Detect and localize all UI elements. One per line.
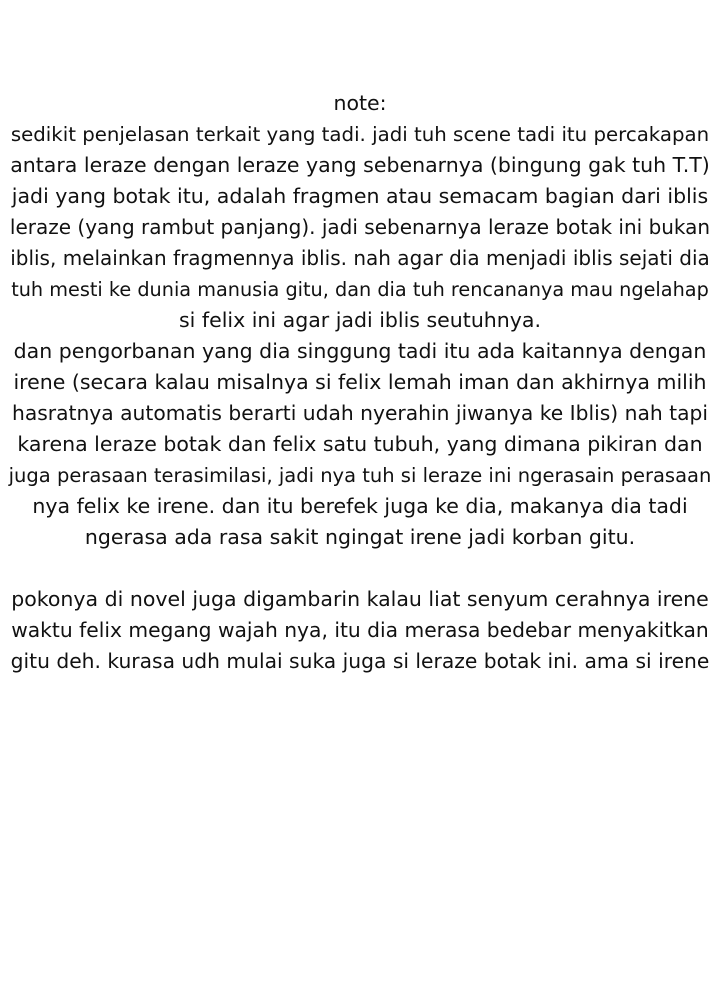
paragraph-1-line: si felix ini agar jadi iblis seutuhnya. bbox=[178, 308, 542, 332]
paragraph-2-line: irene (secara kalau misalnya si felix lemah iman dan akhirnya milih bbox=[13, 370, 707, 394]
note-text-block bbox=[8, 88, 712, 677]
paragraph-1-line: leraze (yang rambut panjang). jadi sebenarnya leraze botak ini bukan bbox=[9, 215, 711, 239]
paragraph-3-line: waktu felix megang wajah nya, itu dia merasa bedebar menyakitkan bbox=[11, 618, 709, 642]
paragraph-1-line: sedikit penjelasan terkait yang tadi. jadi tuh scene tadi itu percakapan bbox=[10, 123, 710, 146]
paragraph-3-line: pokonya di novel juga digambarin kalau liat senyum cerahnya irene bbox=[11, 587, 709, 611]
paragraph-gap bbox=[8, 553, 712, 584]
paragraph-1-line: iblis, melainkan fragmennya iblis. nah agar dia menjadi iblis sejati dia bbox=[10, 246, 710, 270]
paragraph-2-line: dan pengorbanan yang dia singgung tadi itu ada kaitannya dengan bbox=[13, 339, 707, 363]
paragraph-2-line: karena leraze botak dan felix satu tubuh, yang dimana pikiran dan bbox=[17, 432, 703, 456]
note-heading: note: bbox=[333, 91, 387, 115]
paragraph-2-line: nya felix ke irene. dan itu berefek juga ke dia, makanya dia tadi bbox=[32, 494, 688, 518]
paragraph-2-line: juga perasaan terasimilasi, jadi nya tuh si leraze ini ngerasain perasaan bbox=[8, 464, 712, 487]
paragraph-2-line: ngerasa ada rasa sakit ngingat irene jadi korban gitu. bbox=[84, 525, 636, 549]
paragraph-1-line: jadi yang botak itu, adalah fragmen atau semacam bagian dari iblis bbox=[11, 184, 709, 208]
paragraph-3-line: gitu deh. kurasa udh mulai suka juga si leraze botak ini. ama si irene bbox=[10, 649, 710, 673]
paragraph-1-line: tuh mesti ke dunia manusia gitu, dan dia tuh rencananya mau ngelahap bbox=[11, 278, 709, 301]
paragraph-2-line: hasratnya automatis berarti udah nyerahin jiwanya ke Iblis) nah tapi bbox=[12, 401, 708, 425]
paragraph-1-line: antara leraze dengan leraze yang sebenarnya (bingung gak tuh T.T) bbox=[10, 153, 710, 177]
